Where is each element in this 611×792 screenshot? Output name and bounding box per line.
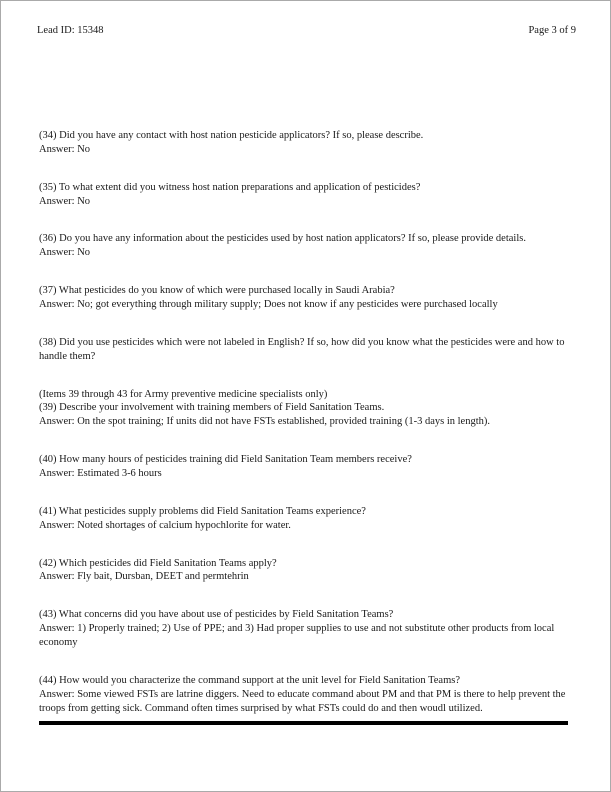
answer-text: Answer: On the spot training; If units did not have FSTs established, provided training (1-3 days in length). xyxy=(39,416,490,428)
document-body xyxy=(39,129,568,725)
qa-block-38 xyxy=(39,336,568,364)
answer-text: Answer: Estimated 3-6 hours xyxy=(39,468,162,480)
question-text: (36) Do you have any information about the pesticides used by host nation applicators? If so, please provide details. xyxy=(39,233,526,245)
question-text: (41) What pesticides supply problems did Field Sanitation Teams experience? xyxy=(39,505,366,517)
qa-block-40 xyxy=(39,453,568,481)
question-text: (38) Did you use pesticides which were not labeled in English? If so, how did you know what the pesticides were and how to handle them? xyxy=(39,336,565,362)
answer-text: Answer: 1) Properly trained; 2) Use of PPE; and 3) Had proper supplies to use and not substitute other products from local economy xyxy=(39,623,555,649)
qa-block-39 xyxy=(39,388,568,430)
question-text: (34) Did you have any contact with host nation pesticide applicators? If so, please describe. xyxy=(39,130,424,141)
qa-block-42 xyxy=(39,557,568,585)
lead-id-label: Lead ID: 15348 xyxy=(37,25,104,36)
answer-text: Answer: No xyxy=(39,247,91,259)
bottom-divider xyxy=(39,721,568,725)
section-note: (Items 39 through 43 for Army preventive medicine specialists only) xyxy=(39,388,328,400)
qa-block-43 xyxy=(39,608,568,650)
answer-text: Answer: No; got everything through military supply; Does not know if any pesticides were purchased locally xyxy=(39,299,498,311)
page-header xyxy=(37,25,576,36)
qa-block-44 xyxy=(39,674,568,716)
page-number-label: Page 3 of 9 xyxy=(528,25,576,36)
question-text: (35) To what extent did you witness host nation preparations and application of pesticides? xyxy=(39,181,421,193)
qa-block-34 xyxy=(39,129,568,157)
question-text: (39) Describe your involvement with training members of Field Sanitation Teams. xyxy=(39,402,385,414)
qa-block-41 xyxy=(39,505,568,533)
answer-text: Answer: Fly bait, Dursban, DEET and permtehrin xyxy=(39,571,249,583)
question-text: (37) What pesticides do you know of which were purchased locally in Saudi Arabia? xyxy=(39,285,395,297)
answer-text: Answer: Some viewed FSTs are latrine diggers. Need to educate command about PM and that PM is there to help prevent the troops from getting sick. Command often times surprised by what FSTs could do and then woudl utilized. xyxy=(39,688,566,714)
qa-block-35 xyxy=(39,181,568,209)
question-text: (42) Which pesticides did Field Sanitation Teams apply? xyxy=(39,557,277,569)
answer-text: Answer: Noted shortages of calcium hypochlorite for water. xyxy=(39,519,291,531)
answer-text: Answer: No xyxy=(39,143,91,155)
question-text: (44) How would you characterize the command support at the unit level for Field Sanitation Teams? xyxy=(39,674,460,686)
answer-text: Answer: No xyxy=(39,195,91,207)
question-text: (43) What concerns did you have about use of pesticides by Field Sanitation Teams? xyxy=(39,609,394,621)
question-text: (40) How many hours of pesticides training did Field Sanitation Team members receive? xyxy=(39,454,412,466)
qa-block-36 xyxy=(39,232,568,260)
qa-block-37 xyxy=(39,284,568,312)
